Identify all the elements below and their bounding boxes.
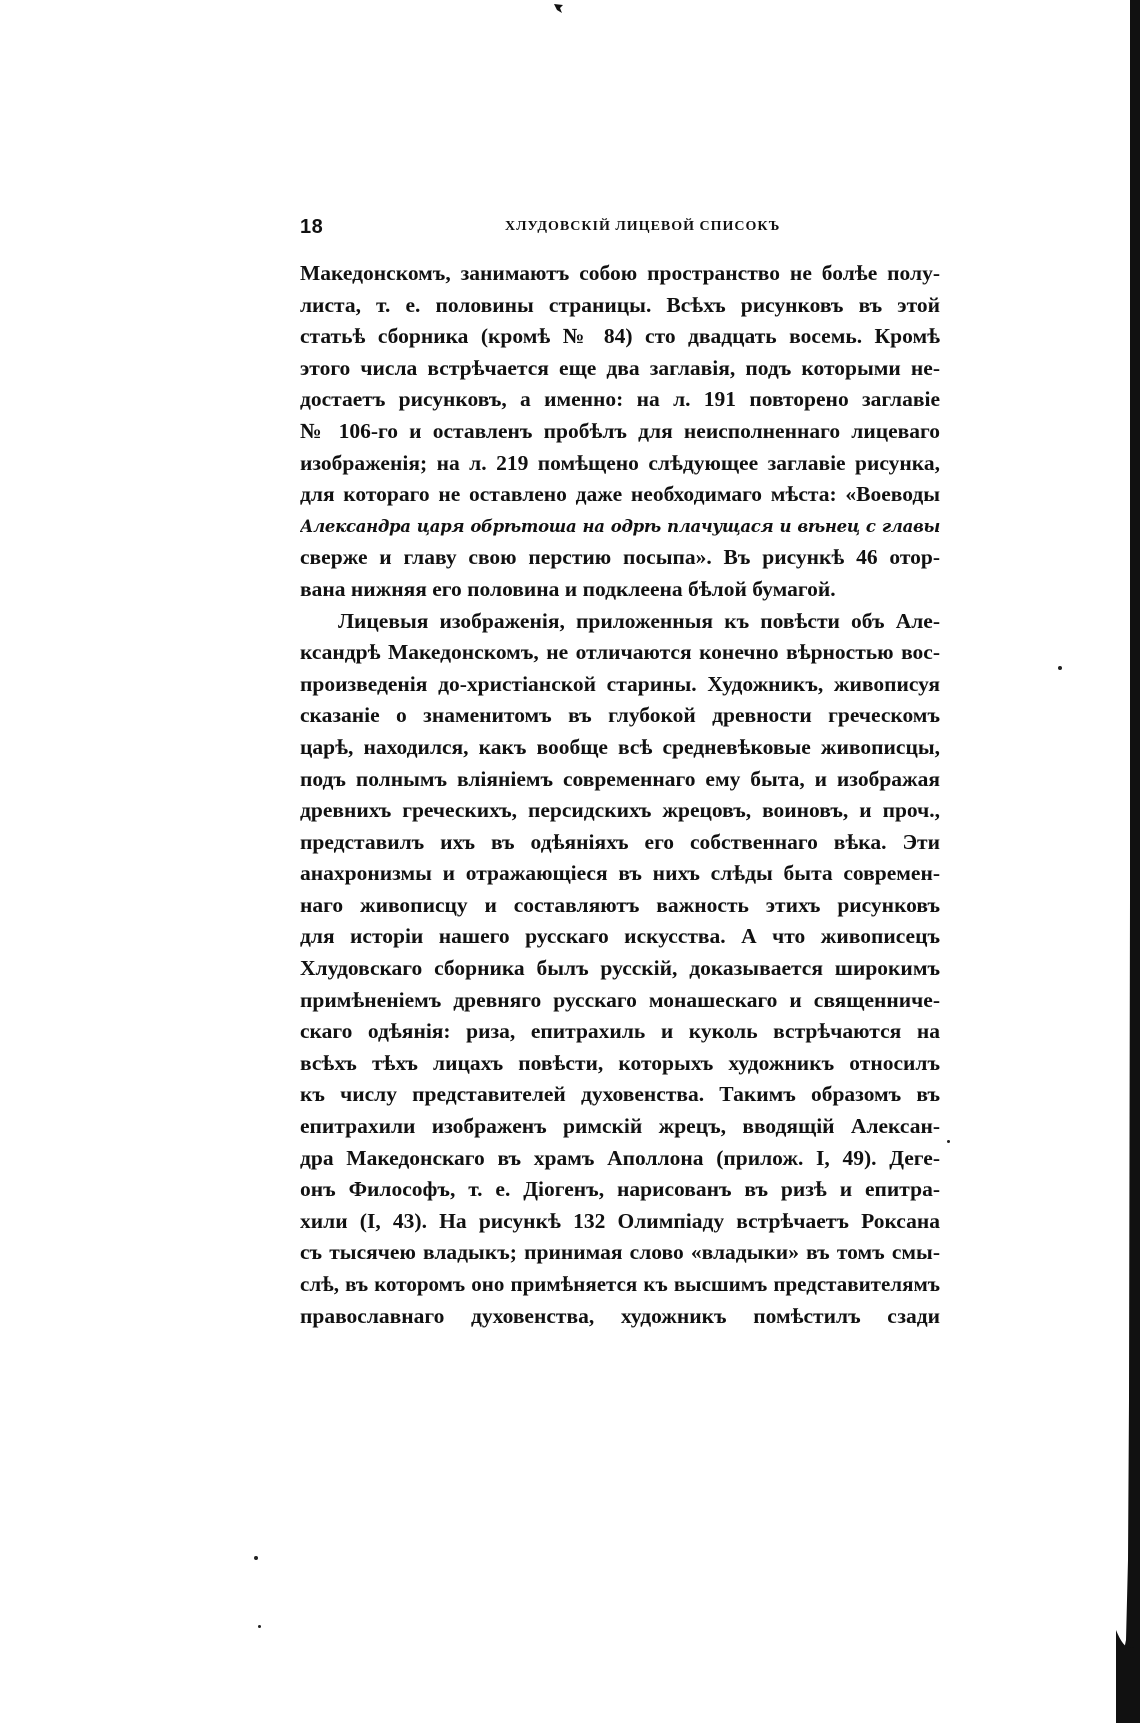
text-line: всѣхъ тѣхъ лицахъ повѣсти, которыхъ художникъ относилъ [300,1050,940,1075]
text-line: къ числу представителей духовенства. Такимъ образомъ въ [300,1082,940,1107]
text-line: Македонскомъ, занимаютъ собою пространство не болѣе полу- [300,261,940,285]
paragraph-2 [300,606,940,1333]
text-line: примѣненіемъ древняго русскаго монашескаго и священниче- [300,987,940,1012]
text-line: наго живописцу и составляютъ важность этихъ рисунковъ [300,892,940,917]
text-line: статьѣ сборника (кромѣ № 84) сто двадцать восемь. Кромѣ [300,324,940,349]
scan-mark [554,4,563,14]
text-line: хили (I, 43). На рисункѣ 132 Олимпіаду встрѣчаетъ Роксана [300,1208,940,1233]
slavonic-quote-line: Александра царя обрѣтоша на одрѣ плачущася и вѣнец с главы [300,516,940,536]
text-line: для исторіи нашего русскаго искусства. А что живописецъ [300,924,940,949]
text-line: достаетъ рисунковъ, а именно: на л. 191 повторено заглавіе [300,387,940,412]
scan-speck [258,1625,261,1628]
text-line: съ тысячею владыкъ; принимая слово «владыки» въ томъ смы- [300,1240,940,1265]
running-head [300,216,940,240]
text-line: произведенія до-христіанской старины. Художникъ, живописуя [300,671,940,696]
text-line: Лицевыя изображенія, приложенныя къ повѣсти объ Але- [338,608,940,633]
text-line: изображенія; на л. 219 помѣщено слѣдующее заглавіе рисунка, [300,450,940,475]
text-line: № 106-го и оставленъ пробѣлъ для неисполненнаго лицеваго [300,418,940,443]
text-line: онъ Философъ, т. е. Діогенъ, нарисованъ въ ризѣ и епитра- [300,1177,940,1202]
body-text [300,258,940,1332]
text-line: древнихъ греческихъ, персидскихъ жрецовъ, воиновъ, и проч., [300,798,940,823]
scan-speck [1058,666,1062,670]
text-line: православнаго духовенства, художникъ помѣстилъ сзади [300,1303,940,1328]
scan-speck [947,1140,950,1143]
text-line: представилъ ихъ въ одѣяніяхъ его собственнаго вѣка. Эти [300,829,940,854]
text-line: для котораго не оставлено даже необходимаго мѣста: «Воеводы [300,482,940,507]
text-line: сказаніе о знаменитомъ въ глубокой древности греческомъ [300,703,940,728]
text-line: вана нижняя его половина и подклеена бѣлой бумагой. [300,576,836,601]
scan-speck [254,1556,258,1560]
text-line: скаго одѣянія: риза, епитрахиль и куколь встрѣчаются на [300,1019,940,1044]
text-line: епитрахили изображенъ римскій жрецъ, вводящій Алексан- [300,1114,940,1139]
paragraph-1 [300,258,940,606]
running-title: ХЛУДОВСКІЙ ЛИЦЕВОЙ СПИСОКЪ [505,219,781,234]
text-line: слѣ, въ которомъ оно примѣняется къ высшимъ представителямъ [300,1272,940,1296]
text-line: сверже и главу свою перстию посыпа». Въ рисункѣ 46 отор- [300,545,940,570]
page-number: 18 [300,216,324,238]
text-line: Хлудовскаго сборника былъ русскій, доказывается широкимъ [300,956,940,981]
text-line: анахронизмы и отражающіеся въ нихъ слѣды быта современ- [300,861,940,886]
scan-page-edge [1116,0,1140,1723]
text-line: листа, т. е. половины страницы. Всѣхъ рисунковъ въ этой [300,292,940,317]
text-line: подъ полнымъ вліяніемъ современнаго ему быта, и изображая [300,766,940,791]
text-line: ксандрѣ Македонскомъ, не отличаются конечно вѣрностью вос- [300,640,940,665]
text-line: этого числа встрѣчается еще два заглавія, подъ которыми не- [300,355,940,380]
text-line: дра Македонскаго въ храмъ Аполлона (прилож. I, 49). Деге- [300,1145,940,1170]
text-line: царѣ, находился, какъ вообще всѣ средневѣковые живописцы, [300,734,940,759]
